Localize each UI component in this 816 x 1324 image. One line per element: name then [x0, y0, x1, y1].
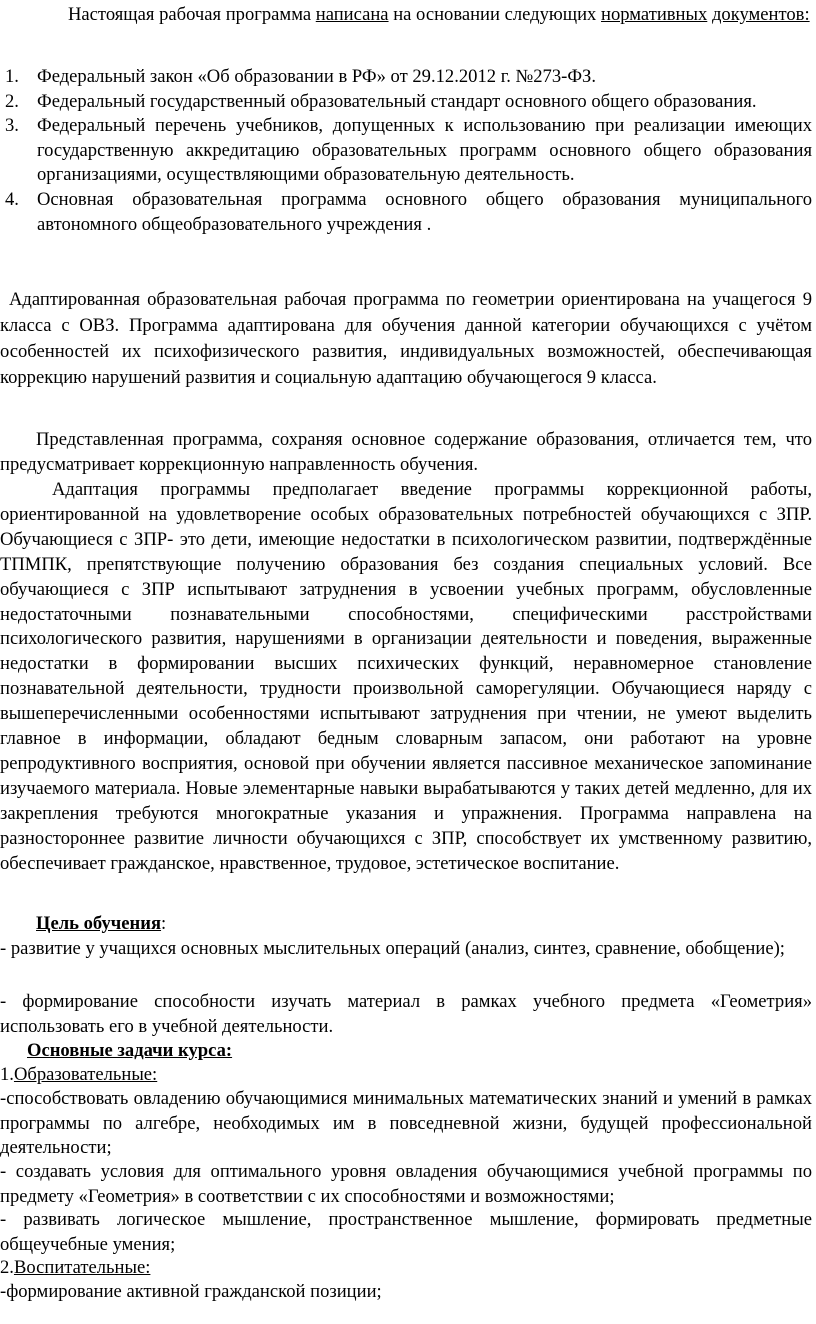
intro-paragraph: [0, 3, 812, 28]
adapted-program-paragraph: Адаптированная образовательная рабочая программа по геометрии ориентирована на учащегося 9 класса с ОВЗ. Программа адаптирована для обучения данной категории обучающихся с учётом особенностей их психофизического развития, индивидуальных возможностей, обеспечивающая коррекцию нарушений развития и социальную адаптацию обучающегося 9 класса.: [0, 289, 812, 388]
educational-number: 1.: [0, 1064, 14, 1085]
documents-list-item: [0, 65, 812, 90]
educational-item: - создавать условия для оптимального уровня овладения обучающимися учебной программы по предмету «Геометрия» в соответствии с их способностями и возможностями;: [0, 1161, 812, 1207]
upbringing-item: -формирование активной гражданской позиции;: [0, 1281, 382, 1302]
documents-list: [0, 65, 812, 237]
upbringing-number: 2.: [0, 1257, 14, 1278]
intro-normative: нормативных: [601, 4, 708, 25]
goal-heading-line: [0, 912, 812, 937]
tasks-heading-line: [0, 1039, 812, 1064]
upbringing-title-line: [0, 1256, 812, 1281]
item-text: Федеральный государственный образовательный стандарт основного общего образования.: [37, 90, 757, 112]
goal-item: - развитие у учащихся основных мыслительных операций (анализ, синтез, сравнение, обобщение);: [0, 938, 785, 959]
adaptation-paragraph: Адаптация программы предполагает введение программы коррекционной работы, ориентированной на удовлетворение особых образовательных потребностей обучающихся с ЗПР. Обучающиеся с ЗПР- это дети, имеющие недостатки в психологическом развитии, подтверждённые ТПМПК, препятствующие получению образования без создания специальных условий. Все обучающиеся с ЗПР испытывают затруднения в усвоении учебных программ, обусловленные недостаточными познавательными способностями, специфическими расстройствами психологического развития, нарушениями в организации деятельности и поведения, выраженные недостатки в формировании высших психических функций, неравномерное становление познавательной деятельности, трудности произвольной саморегуляции. Обучающиеся наряду с вышеперечисленными особенностями испытывают затруднения при чтении, не умеют выделить главное в информации, обладают бедным словарным запасом, они работают на уровне репродуктивного восприятия, основой при обучении является пассивное механическое запоминание изучаемого материала. Новые элементарные навыки вырабатываются у таких детей медленно, для их закрепления требуются многократные указания и упражнения. Программа направлена на разностороннее развитие личности обучающихся с ЗПР, способствует их умственному развитию, обеспечивает гражданское, нравственное, трудовое, эстетическое воспитание.: [0, 479, 812, 874]
item-number: 2.: [5, 90, 19, 112]
item-number: 1.: [5, 66, 19, 87]
item-text: Основная образовательная программа основного общего образования муниципального автономного общеобразовательного учреждения .: [37, 188, 812, 235]
documents-list-item: [0, 188, 812, 237]
goal-item: - формирование способности изучать материал в рамках учебного предмета «Геометрия» использовать его в учебной деятельности.: [0, 991, 812, 1037]
upbringing-title: Воспитательные:: [13, 1257, 151, 1278]
educational-item: -способствовать овладению обучающимися минимальных математических знаний и умений в рамках программы по алгебре, необходимых им в повседневной жизни, будущей профессиональной деятельности;: [0, 1088, 812, 1159]
tasks-heading: Основные задачи курса:: [27, 1040, 233, 1061]
intro-documents: документов:: [711, 4, 810, 25]
educational-item: - развивать логическое мышление, пространственное мышление, формировать предметные общеучебные умения;: [0, 1209, 812, 1255]
goal-heading: Цель обучения: [36, 913, 162, 934]
presented-program-paragraph: Представленная программа, сохраняя основное содержание образования, отличается тем, что предусматривает коррекционную направленность обучения.: [0, 429, 812, 475]
item-text: Федеральный перечень учебников, допущенных к использованию при реализации имеющих государственную аккредитацию образовательных программ основного общего образования организациями, осуществляющими образовательную деятельность.: [37, 115, 812, 186]
item-number: 4.: [5, 188, 19, 210]
intro-written: написана: [315, 4, 389, 25]
item-number: 3.: [5, 115, 19, 137]
educational-title-line: [0, 1063, 812, 1088]
educational-title: Образовательные:: [13, 1064, 158, 1085]
documents-list-item: [0, 90, 812, 115]
documents-list-item: [0, 114, 812, 188]
goal-colon: :: [161, 913, 167, 934]
item-text: Федеральный закон «Об образовании в РФ» от 29.12.2012 г. №273-ФЗ.: [37, 66, 597, 87]
intro-middle: на основании следующих: [393, 4, 597, 25]
intro-prefix: Настоящая рабочая программа: [68, 4, 312, 25]
